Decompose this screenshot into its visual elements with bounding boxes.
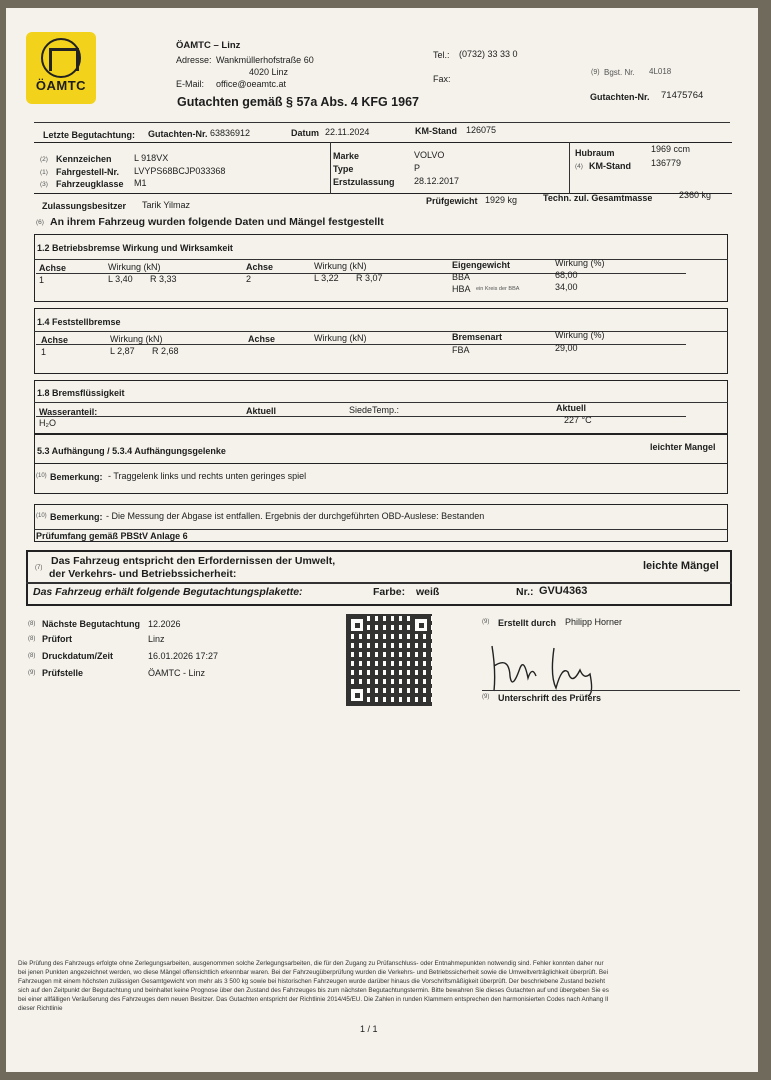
col-wirkung-2: Wirkung (kN) <box>314 261 367 271</box>
suspension-severity: leichter Mangel <box>650 442 716 452</box>
km-code: (4) <box>575 163 583 170</box>
klasse-label: Fahrzeugklasse <box>56 179 124 189</box>
hubraum-label: Hubraum <box>575 148 615 158</box>
plakette-label: Das Fahrzeug erhält folgende Begutachtungsplakette: <box>33 586 303 598</box>
parking-brake-title: 1.4 Feststellbremse <box>37 317 121 327</box>
city: 4020 Linz <box>249 67 289 77</box>
siede-label: SiedeTemp.: <box>349 405 400 415</box>
gesamtmasse-value: 2360 kg <box>679 190 712 200</box>
bgst-label: Bgst. Nr. <box>604 68 635 77</box>
besitzer-value: Tarik Yilmaz <box>142 200 191 210</box>
col-wirkung-pct: Wirkung (%) <box>555 258 605 268</box>
result-code: (7) <box>35 565 43 571</box>
klasse-value: M1 <box>134 178 147 188</box>
hubraum-value: 1969 ccm <box>651 144 691 154</box>
druck-label: Druckdatum/Zeit <box>42 651 114 661</box>
last-km-label: KM-Stand <box>415 126 457 136</box>
legal-line-6: dieser Richtlinie <box>18 1005 63 1012</box>
fahrgestell-value: LVYPS68BCJP033368 <box>134 166 226 176</box>
fahrgestell-label: Fahrgestell-Nr. <box>56 167 120 177</box>
legal-line-5: bei einer allfälligen Veräußerung des Fahrzeuges dem neuen Besitzer. Das Gutachten entspricht der Richtlinie 2014/45/EU. Die Zahlen in runden Klammern entsprechen den harmonisierten Codes nach Anhang II <box>18 996 609 1003</box>
suspension-title: 5.3 Aufhängung / 5.3.4 Aufhängungsgelenke <box>37 446 226 456</box>
qr-code <box>346 614 432 706</box>
col-wirkung: Wirkung (kN) <box>108 262 161 272</box>
stelle-label: Prüfstelle <box>42 668 84 678</box>
suspension-note-text: - Traggelenk links und rechts unten geringes spiel <box>108 471 307 481</box>
wasser-label: Wasseranteil: <box>39 407 98 417</box>
pb-axle-1-right: R 2,68 <box>152 346 179 356</box>
druck-value: 16.01.2026 17:27 <box>148 651 219 661</box>
siede-aktuell-label: Aktuell <box>556 403 587 413</box>
next-value: 12.2026 <box>148 619 181 629</box>
logo-text: ÖAMTC <box>35 78 87 93</box>
klasse-code: (3) <box>40 181 48 188</box>
type-value: P <box>414 163 421 173</box>
plakette-nr-label: Nr.: <box>516 586 534 598</box>
signature <box>484 636 624 696</box>
erstzulassung-label: Erstzulassung <box>333 177 395 187</box>
pb-col-wirkung-pct: Wirkung (%) <box>555 330 605 340</box>
plakette-nr: GVU4363 <box>539 585 588 597</box>
h2o-label: H₂O <box>39 418 56 428</box>
result-line-2: der Verkehrs- und Betriebssicherheit: <box>49 568 237 580</box>
email-label: E-Mail: <box>176 79 205 89</box>
pb-col-wirkung-2: Wirkung (kN) <box>314 333 367 343</box>
axle-2: 2 <box>246 274 252 284</box>
defects-heading: An ihrem Fahrzeug wurden folgende Daten und Mängel festgestellt <box>50 216 384 228</box>
hba-value: 34,00 <box>555 282 578 292</box>
legal-line-2: bei jenen Punkten angezeichnet werden, wo diese Mängel offensichtlich erkennbar waren. Bei der Fahrzeugüberprüfung wurden die Verkehrs- und Betriebssicherheit sowie die Umweltverträglichkeit überprüft. Bei <box>18 969 609 976</box>
last-inspection-label: Letzte Begutachtung: <box>43 130 135 140</box>
tel-value: (0732) 33 33 0 <box>459 49 518 59</box>
address-label: Adresse: <box>176 55 212 65</box>
org-name: ÖAMTC – Linz <box>176 40 241 51</box>
legal-line-3: Fahrzeugen mit einem höchsten zulässigen Gesamtgewicht von mehr als 3 500 kg sowie bei historischen Fahrzeugen wurde darüber hinaus die Vorschriftsmäßigkeit überprüft. Der beschriebene Zustand bezieht <box>18 978 605 985</box>
remark-label: Bemerkung: <box>50 512 103 522</box>
farbe-value: weiß <box>416 586 440 598</box>
pb-col-achse-2: Achse <box>248 334 276 344</box>
gutachten-nr-label: Gutachten-Nr. <box>590 92 650 102</box>
last-gutachten-nr-label: Gutachten-Nr. <box>148 129 208 139</box>
defects-code: (6) <box>36 219 44 226</box>
unterschrift-label: Unterschrift des Prüfers <box>498 693 602 703</box>
stelle-code: (9) <box>28 670 36 676</box>
erstellt-label: Erstellt durch <box>498 618 557 628</box>
fahrgestell-code: (1) <box>40 169 48 176</box>
fax-label: Fax: <box>433 74 451 84</box>
pb-col-wirkung: Wirkung (kN) <box>110 334 163 344</box>
axle-2-left: L 3,22 <box>314 273 339 283</box>
tel-label: Tel.: <box>433 50 450 60</box>
next-label: Nächste Begutachtung <box>42 619 141 629</box>
ort-value: Linz <box>148 634 165 644</box>
remark-text: - Die Messung der Abgase ist entfallen. Ergebnis der durchgeführten OBD-Auslese: Bestanden <box>106 511 485 521</box>
col-achse-2: Achse <box>246 262 274 272</box>
col-eigengewicht: Eigengewicht <box>452 260 511 270</box>
druck-code: (8) <box>28 653 36 659</box>
fba-label: FBA <box>452 345 470 355</box>
km-label: KM-Stand <box>589 161 631 171</box>
pb-axle-1-left: L 2,87 <box>110 346 135 356</box>
fba-value: 29,00 <box>555 343 578 353</box>
pruefgewicht-label: Prüfgewicht <box>426 196 478 206</box>
last-gutachten-nr: 63836912 <box>210 128 251 138</box>
result-verdict: leichte Mängel <box>643 560 719 572</box>
axle-1-right: R 3,33 <box>150 274 177 284</box>
brake-fluid-title: 1.8 Bremsflüssigkeit <box>37 388 125 398</box>
inspection-report-page <box>6 8 758 1072</box>
besitzer-label: Zulassungsbesitzer <box>42 201 127 211</box>
email: office@oeamtc.at <box>216 79 287 89</box>
legal-line-1: Die Prüfung des Fahrzeugs erfolgte ohne Zerlegungsarbeiten, ausgenommen solche Zerlegungsarbeiten, die für den Zugang zu Prüfanschluss- oder Entnahmepunkten notwendig sind. Fehler konnten daher nur <box>18 960 604 967</box>
erstellt-code: (9) <box>482 619 490 625</box>
erstellt-value: Philipp Horner <box>565 617 623 627</box>
bba-value: 68,00 <box>555 270 578 280</box>
axle-1-left: L 3,40 <box>108 274 133 284</box>
pruefumfang: Prüfumfang gemäß PBStV Anlage 6 <box>36 531 188 541</box>
report-title: Gutachten gemäß § 57a Abs. 4 KFG 1967 <box>177 95 419 109</box>
ort-label: Prüfort <box>42 634 72 644</box>
farbe-label: Farbe: <box>373 586 406 598</box>
pb-axle-1: 1 <box>41 347 47 357</box>
service-brake-title: 1.2 Betriebsbremse Wirkung und Wirksamkeit <box>37 243 233 253</box>
gutachten-nr-value: 71475764 <box>661 90 704 101</box>
suspension-note-code: (10) <box>36 473 47 479</box>
pb-col-bremsenart: Bremsenart <box>452 332 503 342</box>
last-date-label: Datum <box>291 128 320 138</box>
marke-label: Marke <box>333 151 360 161</box>
page-number: 1 / 1 <box>360 1024 378 1034</box>
kennzeichen-value: L 918VX <box>134 153 169 163</box>
last-km: 126075 <box>466 125 497 135</box>
wasser-aktuell-label: Aktuell <box>246 406 277 416</box>
unterschrift-code: (9) <box>482 694 490 700</box>
bgst-value: 4L018 <box>649 67 672 76</box>
km-value: 136779 <box>651 158 682 168</box>
marke-value: VOLVO <box>414 150 445 160</box>
bba-label: BBA <box>452 272 471 282</box>
legal-line-4: sich auf den Zeitpunkt der Begutachtung und beinhaltet keine Prognose über den Zustand des Fahrzeuges bis zum nächsten Begutachtungstermin. Bitte bewahren Sie dieses Gutachten auf und übergeben Sie es <box>18 987 609 994</box>
ort-code: (8) <box>28 636 36 642</box>
kennzeichen-label: Kennzeichen <box>56 154 112 164</box>
hba-label: HBA <box>452 284 471 294</box>
erstzulassung-value: 28.12.2017 <box>414 176 460 186</box>
suspension-note-label: Bemerkung: <box>50 472 103 482</box>
pb-col-achse: Achse <box>41 335 69 345</box>
kennzeichen-code: (2) <box>40 156 48 163</box>
pruefgewicht-value: 1929 kg <box>485 195 518 205</box>
col-achse: Achse <box>39 263 67 273</box>
result-line-1: Das Fahrzeug entspricht den Erfordernissen der Umwelt, <box>51 555 336 567</box>
type-label: Type <box>333 164 354 174</box>
next-code: (8) <box>28 621 36 627</box>
stelle-value: ÖAMTC - Linz <box>148 668 206 678</box>
oeamtc-logo <box>26 32 96 104</box>
last-date: 22.11.2024 <box>325 127 370 137</box>
siede-temp-value: 227 °C <box>564 415 592 425</box>
eagle-crest-icon <box>41 38 81 78</box>
remark-code: (10) <box>36 513 47 519</box>
bgst-code: (9) <box>591 69 600 76</box>
gesamtmasse-label: Techn. zul. Gesamtmasse <box>543 193 653 203</box>
street: Wankmüllerhofstraße 60 <box>216 55 314 65</box>
hba-note: ein Kreis der BBA <box>476 286 520 292</box>
axle-2-right: R 3,07 <box>356 273 383 283</box>
axle-1: 1 <box>39 275 45 285</box>
